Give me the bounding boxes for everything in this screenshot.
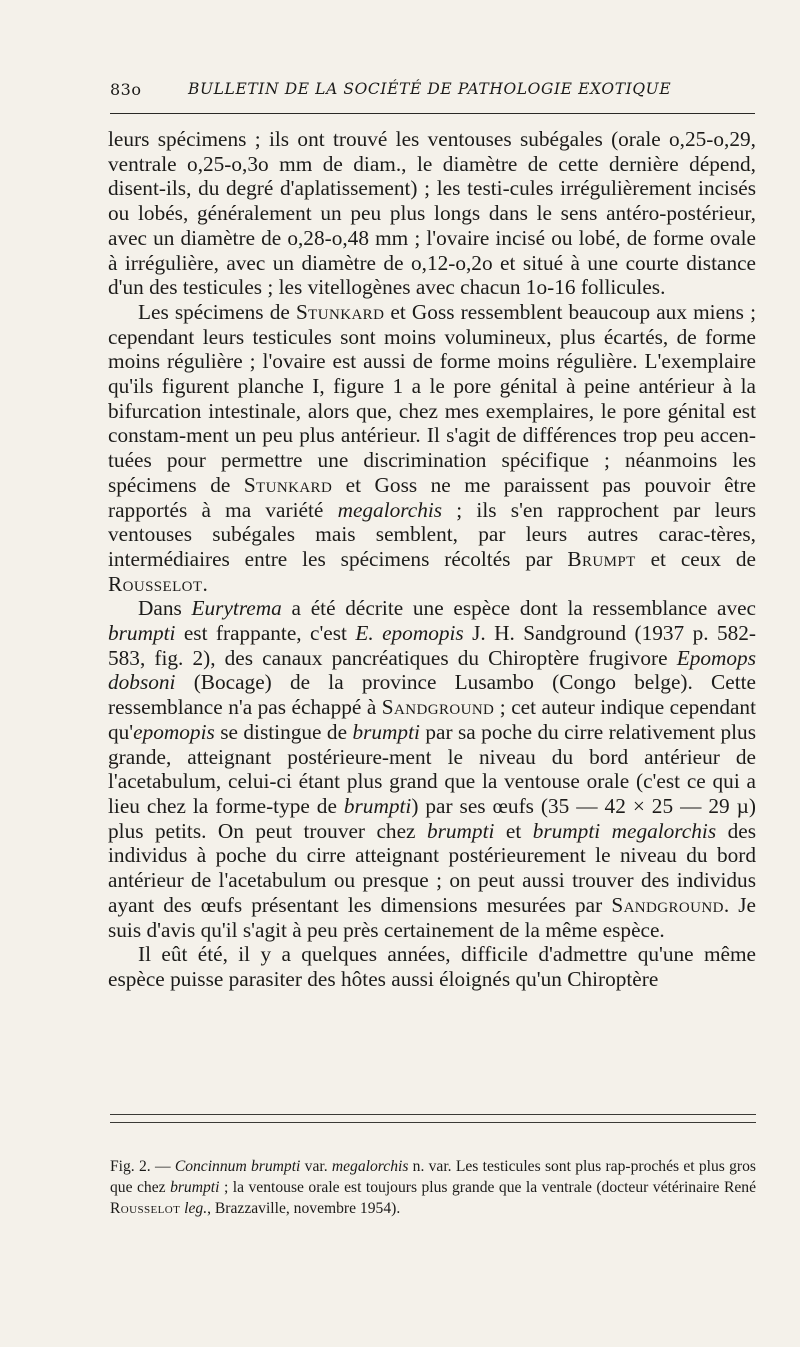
- author-name: Stunkard: [243, 472, 333, 497]
- taxon-name: brumpti: [343, 793, 412, 818]
- paragraph-2: Les spécimens de Stunkard et Goss ressemblent beaucoup aux miens ; cependant leurs testicules sont moins volumineux, plus écartés, de forme moins régulière ; l'ovaire est aussi de forme moins régulière. L'exemplaire qu'ils figurent planche I, figure 1 a le pore génital à peine antérieur à la bifurcation intestinale, alors que, chez mes exemplaires, le pore génital est constam-ment un peu plus antérieur. Il s'agit de différences trop peu accen-tuées pour permettre une discrimination spécifique ; néanmoins les spécimens de Stunkard et Goss ne me paraissent pas pouvoir être rapportés à ma variété megalorchis ; ils s'en rapprochent par leurs ventouses subégales mais semblent, par leurs autres carac-tères, intermédiaires entre les spécimens récoltés par Brumpt et ceux de Rousselot.: [108, 299, 756, 596]
- body-text: [108, 127, 756, 992]
- taxon-name: brumpti: [170, 1179, 220, 1196]
- taxon-name: E. epomopis: [355, 621, 464, 646]
- author-name: Sandground: [381, 695, 495, 720]
- author-name: Sandground: [611, 892, 724, 917]
- figure-caption: Fig. 2. — Concinnum brumpti var. megalorchis n. var. Les testicules sont plus rap-prochés et plus gros que chez brumpti ; la ventouse orale est toujours plus grande que la ventrale (docteur vétérinaire René Rousselot leg., Brazzaville, novembre 1954).: [110, 1158, 756, 1217]
- header-rule: [110, 113, 755, 114]
- paragraph-1: leurs spécimens ; ils ont trouvé les ventouses subégales (orale o,25-o,29, ventrale o,25-o,3o mm de diam., le diamètre de cette dernière dépend, disent-ils, du degré d'aplatissement) ; les testi-cules irrégulièrement incisés ou lobés, généralement un peu plus longs dans le sens antéro-postérieur, avec un diamètre de o,28-o,48 mm ; l'ovaire incisé ou lobé, de forme ovale à irrégulière, avec un diamètre de o,12-o,2o et situé à une courte distance d'un des testicules ; les vitellogènes avec chacun 1o-16 follicules.: [108, 127, 756, 300]
- taxon-name: Concinnum brumpti: [174, 1158, 301, 1175]
- taxon-name: brumpti megalorchis: [532, 818, 717, 843]
- figure-rule-top: [110, 1114, 756, 1115]
- figure-rule-bottom: [110, 1122, 756, 1123]
- taxon-name: Eurytrema: [191, 596, 282, 621]
- taxon-name: brumpti: [108, 621, 176, 646]
- paragraph-3: Dans Eurytrema a été décrite une espèce dont la ressemblance avec brumpti est frappante, c'est E. epomopis J. H. Sandground (1937 p. 582-583, fig. 2), des canaux pancréatiques du Chiroptère frugivore Epomops dobsoni (Bocage) de la province Lusambo (Congo belge). Cette ressemblance n'a pas échappé à Sandground ; cet auteur indique cependant qu'epomopis se distingue de brumpti par sa poche du cirre relativement plus grande, atteignant postérieure-ment le niveau du bord antérieur de l'acetabulum, celui-ci étant plus grand que la ventouse orale (c'est ce qui a lieu chez la forme-type de brumpti) par ses œufs (35 — 42 × 25 — 29 µ) plus petits. On peut trouver chez brumpti et brumpti megalorchis des individus à poche du cirre atteignant postérieurement le niveau du bord antérieur de l'acetabulum ou presque ; on peut aussi trouver des individus ayant des œufs présentant les dimensions mesurées par Sandground. Je suis d'avis qu'il s'agit à peu près certainement de la même espèce.: [108, 596, 757, 942]
- taxon-name: epomopis: [133, 719, 215, 744]
- taxon-name: megalorchis: [337, 497, 443, 522]
- author-name: Brumpt: [567, 546, 636, 571]
- taxon-name: brumpti: [426, 818, 495, 843]
- page-number: 83o: [110, 80, 142, 99]
- taxon-name: megalorchis: [331, 1158, 409, 1175]
- author-name: Rousselot: [108, 571, 203, 596]
- author-name: Stunkard: [295, 299, 385, 324]
- collector-abbrev: leg.: [184, 1200, 208, 1217]
- author-name: Rousselot: [110, 1200, 181, 1217]
- taxon-name: brumpti: [352, 719, 420, 744]
- running-title: BULLETIN DE LA SOCIÉTÉ DE PATHOLOGIE EXOTIQUE: [188, 80, 672, 98]
- taxon-name: Epomops dobsoni: [108, 645, 756, 695]
- page-header: [110, 80, 755, 108]
- paragraph-4: Il eût été, il y a quelques années, difficile d'admettre qu'une même espèce puisse parasiter des hôtes aussi éloignés qu'un Chiroptère: [108, 942, 756, 991]
